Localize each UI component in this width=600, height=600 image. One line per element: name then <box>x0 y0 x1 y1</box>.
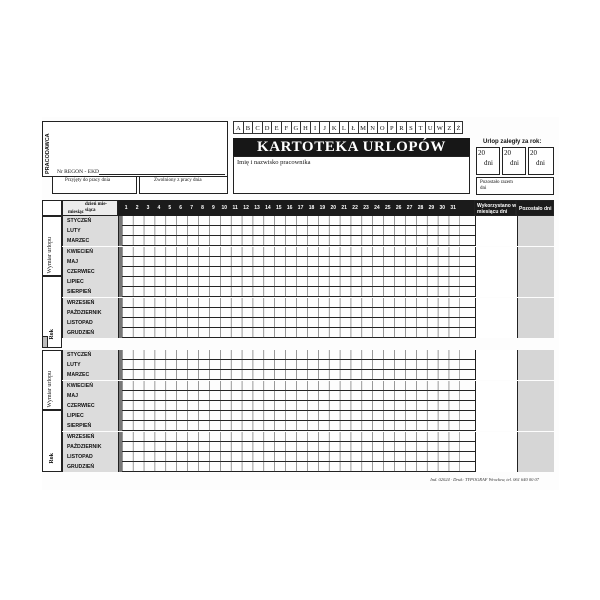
used-days-cell[interactable] <box>475 308 517 318</box>
allowance-side-1 <box>42 216 62 276</box>
allowance-label-2: Wymiar urlopu <box>47 371 53 408</box>
allowance-label-1: Wymiar urlopu <box>47 237 53 274</box>
remaining-days-cell[interactable] <box>517 381 554 391</box>
used-days-cell[interactable] <box>475 421 517 431</box>
overdue-unit-2: dni <box>510 159 519 167</box>
remaining-days-cell[interactable] <box>517 257 554 267</box>
remaining-days-cell[interactable] <box>517 236 554 246</box>
alphabet-letter[interactable]: K <box>329 121 339 134</box>
month-row <box>62 462 554 472</box>
day-cells[interactable] <box>122 381 460 391</box>
used-days-cell[interactable] <box>475 216 517 226</box>
day-number: 4 <box>157 205 161 211</box>
used-days-cell[interactable] <box>475 462 517 472</box>
day-number: 10 <box>221 205 228 211</box>
overdue-unit-1: dni <box>484 159 493 167</box>
month-name: LIPIEC <box>63 277 119 287</box>
used-days-cell[interactable] <box>475 247 517 257</box>
remaining-total-box[interactable] <box>476 177 554 195</box>
alphabet-letter[interactable]: Z <box>444 121 454 134</box>
day-cells[interactable] <box>122 452 460 462</box>
day-number: 23 <box>363 205 369 211</box>
month-row <box>62 236 554 246</box>
remaining-days-cell[interactable] <box>517 247 554 257</box>
month-row <box>62 432 554 442</box>
alphabet-letter[interactable]: L <box>339 121 349 134</box>
day-cells[interactable] <box>122 267 460 277</box>
month-name: SIERPIEŃ <box>63 421 119 431</box>
month-row <box>62 381 554 391</box>
employer-box <box>42 121 228 177</box>
alphabet-letter[interactable]: H <box>300 121 310 134</box>
day-cells[interactable] <box>122 236 460 246</box>
day-cells[interactable] <box>122 360 460 370</box>
month-row <box>62 350 554 360</box>
day-number: 12 <box>243 205 249 211</box>
used-days-cell[interactable] <box>475 350 517 360</box>
day-cells[interactable] <box>122 411 460 421</box>
day-cells[interactable] <box>122 370 460 380</box>
day-number: 15 <box>276 205 282 211</box>
day-number: 26 <box>395 205 402 211</box>
alphabet-index <box>233 121 463 135</box>
fired-label: Zwolniony z pracy dnia <box>154 178 202 183</box>
overdue-year-1: 20 <box>478 149 485 157</box>
month-row <box>62 370 554 380</box>
overdue-unit-3: dni <box>536 159 545 167</box>
regon-line <box>99 174 225 175</box>
day-number: 13 <box>254 205 260 211</box>
day-number: 29 <box>428 205 435 211</box>
day-cells[interactable] <box>122 226 460 236</box>
table-corner <box>62 200 118 216</box>
day-cells[interactable] <box>122 391 460 401</box>
month-name: LISTOPAD <box>63 452 119 462</box>
used-days-cell[interactable] <box>475 452 517 462</box>
remaining-days-cell[interactable] <box>517 267 554 277</box>
alphabet-letter[interactable]: S <box>406 121 416 134</box>
month-name: LISTOPAD <box>63 318 119 328</box>
remaining-days-cell[interactable] <box>517 370 554 380</box>
remaining-days-cell[interactable] <box>517 287 554 297</box>
month-name: GRUDZIEŃ <box>63 462 119 472</box>
used-days-cell[interactable] <box>475 328 517 338</box>
day-number: 31 <box>450 205 456 211</box>
leave-record-card <box>42 117 559 490</box>
remaining-days-cell[interactable] <box>517 421 554 431</box>
month-name: PAŹDZIERNIK <box>63 308 119 318</box>
month-name: GRUDZIEŃ <box>63 328 119 338</box>
used-days-cell[interactable] <box>475 287 517 297</box>
regon-label: Nr REGON - EKD <box>57 169 100 175</box>
month-name: PAŹDZIERNIK <box>63 442 119 452</box>
month-row <box>62 401 554 411</box>
year-label-1: Rok <box>49 329 55 340</box>
overdue-box-3[interactable] <box>528 147 554 175</box>
month-name: LIPIEC <box>63 411 119 421</box>
remaining-days-cell[interactable] <box>517 216 554 226</box>
remaining-days-cell[interactable] <box>517 442 554 452</box>
used-days-cell[interactable] <box>475 381 517 391</box>
month-name: CZERWIEC <box>63 267 119 277</box>
used-days-cell[interactable] <box>475 411 517 421</box>
month-name: LUTY <box>63 226 119 236</box>
alphabet-letter[interactable]: N <box>367 121 377 134</box>
hired-date-box[interactable] <box>52 177 137 194</box>
used-days-cell[interactable] <box>475 401 517 411</box>
month-name: LUTY <box>63 360 119 370</box>
used-days-cell[interactable] <box>475 370 517 380</box>
month-row <box>62 277 554 287</box>
month-row <box>62 308 554 318</box>
day-number: 8 <box>201 205 204 211</box>
month-name: MAJ <box>63 257 119 267</box>
day-cells[interactable] <box>122 298 460 308</box>
day-number: 20 <box>330 205 337 211</box>
month-name: MARZEC <box>63 370 119 380</box>
day-number: 19 <box>319 205 326 211</box>
alphabet-letter[interactable]: T <box>415 121 425 134</box>
day-cells[interactable] <box>122 350 460 360</box>
used-days-cell[interactable] <box>475 432 517 442</box>
day-cells[interactable] <box>122 401 460 411</box>
month-row <box>62 267 554 277</box>
day-number: 17 <box>297 205 304 211</box>
remaining-days-cell[interactable] <box>517 360 554 370</box>
day-number: 27 <box>406 205 413 211</box>
month-name: WRZESIEŃ <box>63 298 119 308</box>
alphabet-letter[interactable]: G <box>291 121 301 134</box>
remaining-header-label: Pozostało dni <box>519 206 552 212</box>
day-number: 25 <box>385 205 391 211</box>
alphabet-letter[interactable]: F <box>281 121 291 134</box>
month-row <box>62 391 554 401</box>
day-cells[interactable] <box>122 462 460 472</box>
remaining-days-cell[interactable] <box>517 462 554 472</box>
month-row <box>62 216 554 226</box>
remaining-days-cell[interactable] <box>517 328 554 338</box>
alphabet-letter[interactable]: R <box>396 121 406 134</box>
remaining-days-cell[interactable] <box>517 318 554 328</box>
month-row <box>62 421 554 431</box>
overdue-leave-label: Urlop zaległy za rok: <box>483 139 542 145</box>
day-number: 22 <box>352 205 358 211</box>
remaining-days-cell[interactable] <box>517 350 554 360</box>
day-number: 3 <box>146 205 150 211</box>
day-cells[interactable] <box>122 308 460 318</box>
month-row <box>62 442 554 452</box>
day-cells[interactable] <box>122 216 460 226</box>
used-days-cell[interactable] <box>475 236 517 246</box>
header-side-cell <box>42 200 62 216</box>
side-shade-1 <box>42 336 48 348</box>
month-row <box>62 287 554 297</box>
day-cells[interactable] <box>122 328 460 338</box>
day-number: 18 <box>308 205 315 211</box>
month-name: STYCZEŃ <box>63 216 119 226</box>
month-name: WRZESIEŃ <box>63 432 119 442</box>
alphabet-letter[interactable]: B <box>243 121 253 134</box>
day-cells[interactable] <box>122 287 460 297</box>
month-name: KWIECIEŃ <box>63 247 119 257</box>
day-number: 1 <box>124 205 128 211</box>
month-row <box>62 298 554 308</box>
used-header-label: Wykorzystano w miesiącu dni <box>477 203 517 215</box>
alphabet-letter[interactable]: C <box>252 121 262 134</box>
remaining-days-cell[interactable] <box>517 401 554 411</box>
used-header <box>474 200 516 216</box>
month-name: MARZEC <box>63 236 119 246</box>
day-number: 28 <box>417 205 424 211</box>
alphabet-letter[interactable]: U <box>425 121 435 134</box>
month-row <box>62 360 554 370</box>
alphabet-letter[interactable]: I <box>310 121 320 134</box>
day-cells[interactable] <box>122 421 460 431</box>
used-days-cell[interactable] <box>475 360 517 370</box>
alphabet-letter[interactable]: A <box>233 121 243 134</box>
month-name: STYCZEŃ <box>63 350 119 360</box>
day-cells[interactable] <box>122 277 460 287</box>
day-cells[interactable] <box>122 257 460 267</box>
used-days-cell[interactable] <box>475 277 517 287</box>
print-footer: Ind. 02024 · Druk: TYPOGRAF Wrocław, tel. 061 640 00 07 <box>430 477 539 482</box>
day-cells[interactable] <box>122 318 460 328</box>
day-cells[interactable] <box>122 442 460 452</box>
remaining-days-cell[interactable] <box>517 308 554 318</box>
remaining-days-cell[interactable] <box>517 298 554 308</box>
used-days-cell[interactable] <box>475 298 517 308</box>
corner-day-label: dzień mie- siąca <box>85 202 108 213</box>
remaining-days-cell[interactable] <box>517 226 554 236</box>
alphabet-letter[interactable]: D <box>262 121 272 134</box>
overdue-box-2[interactable] <box>502 147 526 175</box>
day-number: 21 <box>341 205 347 211</box>
remaining-total-label: Pozostało razem dni <box>480 180 513 191</box>
alphabet-letter[interactable]: W <box>434 121 444 134</box>
month-row <box>62 411 554 421</box>
day-cells[interactable] <box>122 432 460 442</box>
employee-name-field[interactable] <box>233 156 470 194</box>
allowance-side-2 <box>42 350 62 410</box>
month-name: KWIECIEŃ <box>63 381 119 391</box>
employee-name-label: Imię i nazwisko pracownika <box>237 159 311 166</box>
used-days-cell[interactable] <box>475 267 517 277</box>
remaining-days-cell[interactable] <box>517 411 554 421</box>
month-name: MAJ <box>63 391 119 401</box>
overdue-box-1[interactable] <box>476 147 500 175</box>
alphabet-letter[interactable]: Ż <box>454 121 464 134</box>
day-number: 24 <box>374 205 380 211</box>
day-number: 16 <box>286 205 293 211</box>
remaining-days-cell[interactable] <box>517 391 554 401</box>
employer-label: PRACODAWCA <box>45 133 51 174</box>
day-cells[interactable] <box>122 247 460 257</box>
remaining-days-cell[interactable] <box>517 277 554 287</box>
remaining-header <box>516 200 554 216</box>
alphabet-letter[interactable]: P <box>387 121 397 134</box>
day-number: 6 <box>179 205 183 211</box>
used-days-cell[interactable] <box>475 226 517 236</box>
fired-date-box[interactable] <box>139 177 228 194</box>
page-title: KARTOTEKA URLOPÓW <box>233 138 470 156</box>
alphabet-letter[interactable]: Ł <box>348 121 358 134</box>
month-row <box>62 226 554 236</box>
used-days-cell[interactable] <box>475 257 517 267</box>
remaining-days-cell[interactable] <box>517 432 554 442</box>
overdue-year-2: 20 <box>504 149 511 157</box>
alphabet-letter[interactable]: J <box>319 121 329 134</box>
remaining-days-cell[interactable] <box>517 452 554 462</box>
day-number: 9 <box>211 205 215 211</box>
month-row <box>62 452 554 462</box>
month-name: CZERWIEC <box>63 401 119 411</box>
used-days-cell[interactable] <box>475 442 517 452</box>
corner-month-label: miesiąc <box>68 210 84 215</box>
day-number: 30 <box>439 205 446 211</box>
year-side-2 <box>42 410 62 472</box>
day-number: 7 <box>190 205 193 211</box>
month-row <box>62 328 554 338</box>
month-name: SIERPIEŃ <box>63 287 119 297</box>
month-row <box>62 257 554 267</box>
alphabet-letter[interactable]: O <box>377 121 387 134</box>
day-number: 14 <box>265 205 271 211</box>
alphabet-letter[interactable]: M <box>358 121 368 134</box>
used-days-cell[interactable] <box>475 318 517 328</box>
day-number: 5 <box>168 205 172 211</box>
month-row <box>62 247 554 257</box>
alphabet-letter[interactable]: E <box>271 121 281 134</box>
year-label-2: Rok <box>49 453 55 464</box>
overdue-year-3: 20 <box>530 149 537 157</box>
day-number: 11 <box>232 205 238 211</box>
day-number: 2 <box>135 205 139 211</box>
month-row <box>62 318 554 328</box>
used-days-cell[interactable] <box>475 391 517 401</box>
hired-label: Przyjęty do pracy dnia <box>65 178 111 183</box>
